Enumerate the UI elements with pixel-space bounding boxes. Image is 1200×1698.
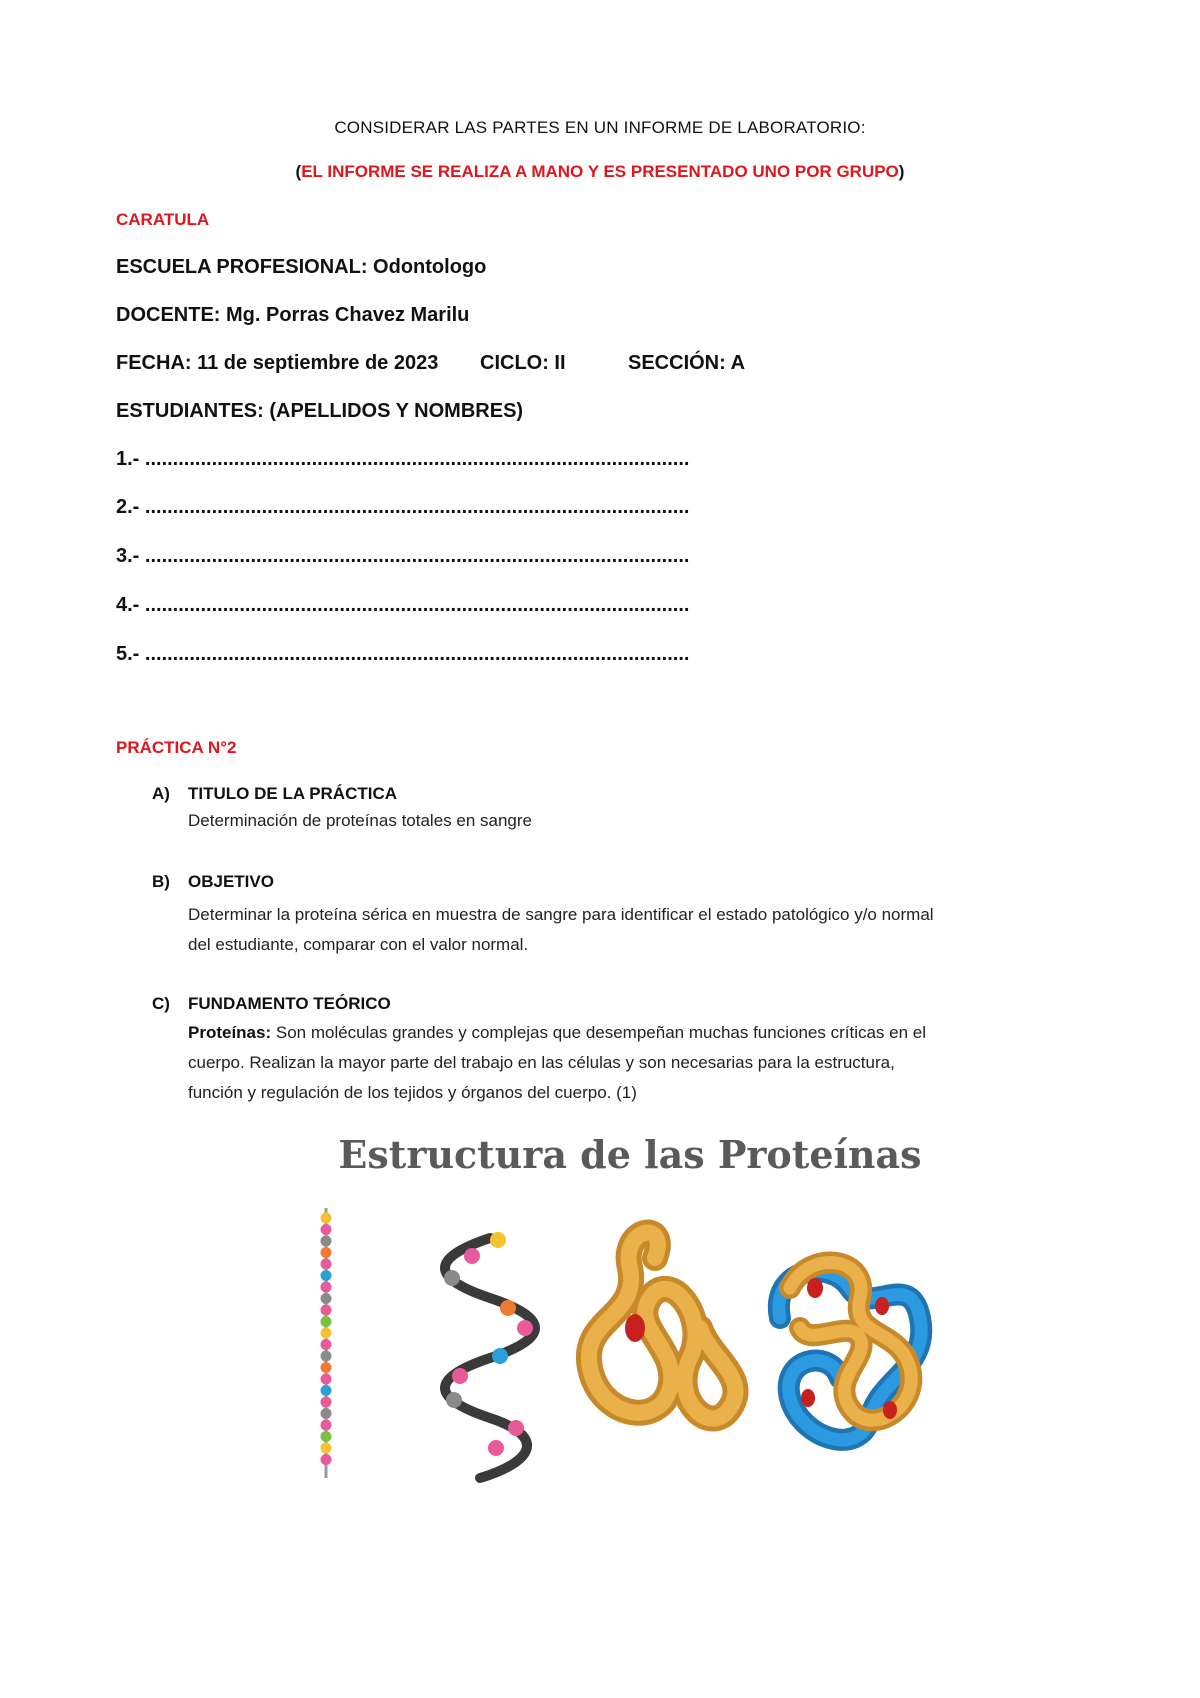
primary-structure-icon xyxy=(321,1208,332,1478)
practice-label: PRÁCTICA N°2 xyxy=(116,738,237,757)
secondary-structure-icon xyxy=(444,1232,535,1478)
section-b-text-line-2: del estudiante, comparar con el valor normal. xyxy=(188,935,529,954)
amino-acid-bead xyxy=(321,1374,332,1385)
student-line-3: 3.- .................................................................................................. xyxy=(116,545,690,567)
section-field: SECCIÓN: A xyxy=(628,352,746,374)
tertiary-structure-icon xyxy=(589,1233,736,1419)
section-c-text-line-3: función y regulación de los tejidos y órganos del cuerpo. (1) xyxy=(188,1083,637,1102)
section-c-heading: FUNDAMENTO TEÓRICO xyxy=(188,994,391,1013)
student-line-5: 5.- .................................................................................................. xyxy=(116,643,690,665)
cover-label: CARATULA xyxy=(116,210,210,229)
amino-acid-bead xyxy=(321,1454,332,1465)
amino-acid-bead xyxy=(321,1385,332,1396)
student-line-1: 1.- .................................................................................................. xyxy=(116,448,690,470)
amino-acid-bead xyxy=(321,1408,332,1419)
amino-acid-bead xyxy=(321,1213,332,1224)
protein-structure-figure xyxy=(270,1118,970,1498)
section-b-heading: OBJETIVO xyxy=(188,872,274,891)
quaternary-structure-icon xyxy=(779,1263,921,1440)
figure-title: Estructura de las Proteínas xyxy=(338,1132,922,1177)
document-title: CONSIDERAR LAS PARTES EN UN INFORME DE LABORATORIO: xyxy=(334,118,866,137)
amino-acid-bead xyxy=(321,1247,332,1258)
protein-structure-illustration xyxy=(270,1118,970,1498)
students-label: ESTUDIANTES: (APELLIDOS Y NOMBRES) xyxy=(116,400,524,422)
section-b-letter: B) xyxy=(152,872,170,891)
section-c-text-line-1 xyxy=(188,1018,926,1048)
group-note xyxy=(0,162,1200,182)
note-close-paren: ) xyxy=(898,162,905,181)
amino-acid-bead xyxy=(321,1282,332,1293)
amino-acid-bead xyxy=(321,1420,332,1431)
section-a-heading: TITULO DE LA PRÁCTICA xyxy=(188,784,398,803)
note-open-paren: ( xyxy=(295,162,302,181)
amino-acid-bead xyxy=(321,1431,332,1442)
amino-acid-bead xyxy=(321,1397,332,1408)
amino-acid-bead xyxy=(321,1316,332,1327)
section-c-letter: C) xyxy=(152,994,170,1013)
student-line-2: 2.- .................................................................................................. xyxy=(116,496,690,518)
proteins-definition: Son moléculas grandes y complejas que desempeñan muchas funciones críticas en el xyxy=(271,1023,927,1042)
proteins-term: Proteínas: xyxy=(188,1023,272,1042)
amino-acid-bead xyxy=(321,1328,332,1339)
amino-acid-bead xyxy=(321,1236,332,1247)
amino-acid-bead xyxy=(321,1305,332,1316)
section-a-letter: A) xyxy=(152,784,170,803)
amino-acid-bead xyxy=(321,1351,332,1362)
amino-acid-bead xyxy=(321,1362,332,1373)
section-b-text-line-1: Determinar la proteína sérica en muestra de sangre para identificar el estado patológico y/o normal xyxy=(188,905,934,924)
note-text: EL INFORME SE REALIZA A MANO Y ES PRESENTADO UNO POR GRUPO xyxy=(301,162,899,181)
amino-acid-bead xyxy=(321,1224,332,1235)
amino-acid-bead xyxy=(321,1443,332,1454)
cycle-field: CICLO: II xyxy=(480,352,566,374)
section-a-text: Determinación de proteínas totales en sangre xyxy=(188,811,532,830)
amino-acid-bead xyxy=(321,1293,332,1304)
amino-acid-bead xyxy=(321,1270,332,1281)
date-field: FECHA: 11 de septiembre de 2023 xyxy=(116,352,439,374)
section-c-text-line-2: cuerpo. Realizan la mayor parte del trabajo en las células y son necesarias para la estructura, xyxy=(188,1053,895,1072)
school-field: ESCUELA PROFESIONAL: Odontologo xyxy=(116,256,487,278)
teacher-field: DOCENTE: Mg. Porras Chavez Marilu xyxy=(116,304,470,326)
student-line-4: 4.- .................................................................................................. xyxy=(116,594,690,616)
amino-acid-bead xyxy=(321,1339,332,1350)
amino-acid-bead xyxy=(321,1259,332,1270)
